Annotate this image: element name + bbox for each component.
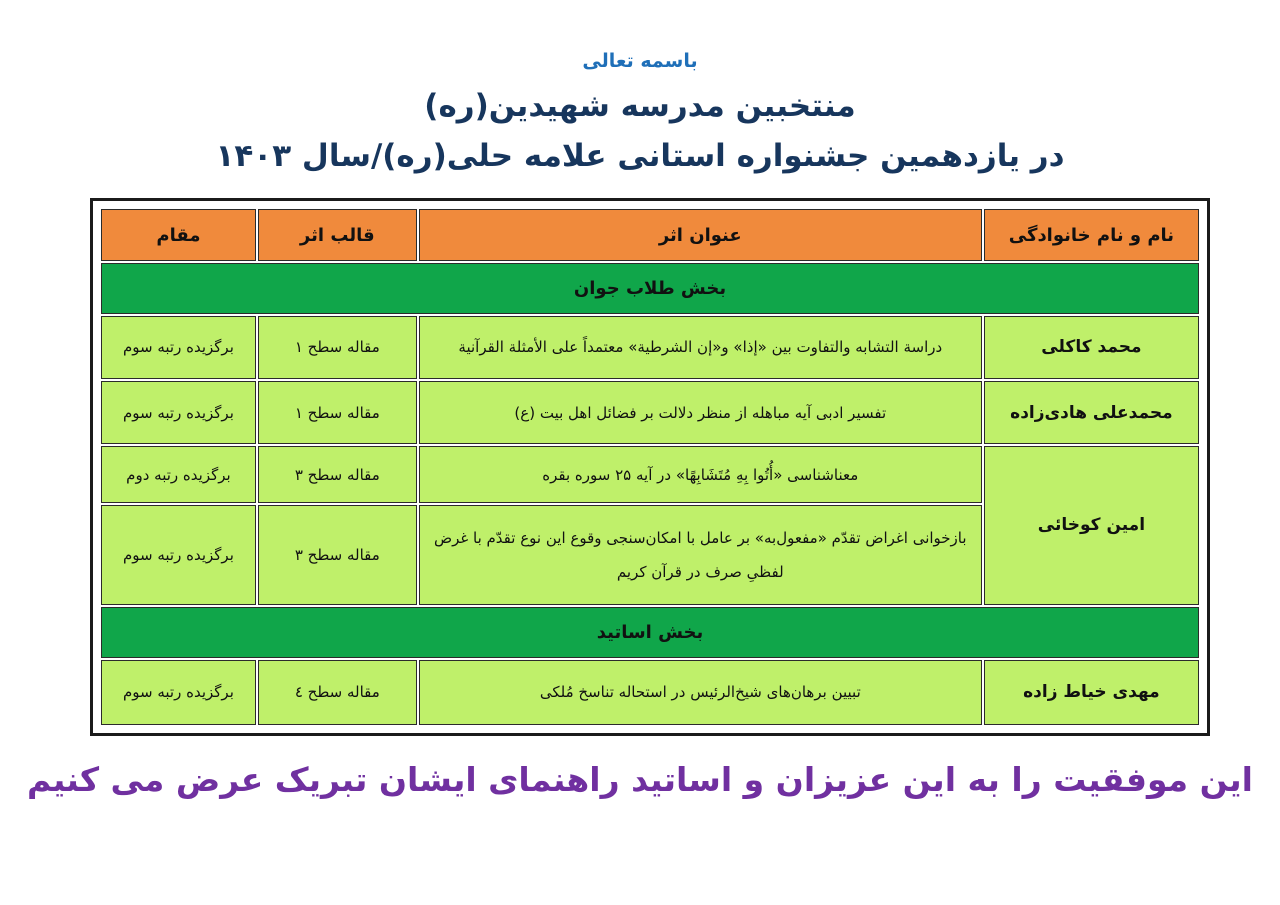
cell-rank: برگزیده رتبه سوم: [101, 316, 256, 379]
section-label: بخش طلاب جوان: [101, 263, 1199, 314]
cell-rank: برگزیده رتبه دوم: [101, 446, 256, 503]
table-row: [101, 660, 1199, 725]
cell-rank: برگزیده رتبه سوم: [101, 381, 256, 444]
column-header-title: عنوان اثر: [419, 209, 982, 261]
cell-title: بازخوانی اغراض تقدّم «مفعول‌به» بر عامل با امکان‌سنجی وقوع این نوع تقدّم با غرض لفظیِ صرف در قرآن کریم: [419, 505, 982, 605]
table-row: [101, 446, 1199, 503]
cell-rank: برگزیده رتبه سوم: [101, 505, 256, 605]
section-row-teachers: [101, 607, 1199, 658]
section-row-students: [101, 263, 1199, 314]
column-header-name: نام و نام خانوادگی: [984, 209, 1199, 261]
cell-name: امین کوخائی: [984, 446, 1199, 605]
cell-format: مقاله سطح ۱: [258, 316, 417, 379]
column-header-format: قالب اثر: [258, 209, 417, 261]
cell-name: محمدعلی هادی‌زاده: [984, 381, 1199, 444]
cell-format: مقاله سطح ٤: [258, 660, 417, 725]
cell-title: معناشناسی «أُتُوا بِهِ مُتَشَابِهًا» در آیه ۲۵ سوره بقره: [419, 446, 982, 503]
cell-format: مقاله سطح ۳: [258, 505, 417, 605]
cell-name: محمد کاکلی: [984, 316, 1199, 379]
cell-name: مهدی خیاط زاده: [984, 660, 1199, 725]
cell-rank: برگزیده رتبه سوم: [101, 660, 256, 725]
cell-title: تبیین برهان‌های شیخ‌الرئیس در استحاله تناسخ مُلکی: [419, 660, 982, 725]
section-label: بخش اساتید: [101, 607, 1199, 658]
cell-format: مقاله سطح ۳: [258, 446, 417, 503]
table-header-row: [101, 209, 1199, 261]
congratulations-message: این موفقیت را به این عزیزان و اساتید راهنمای ایشان تبریک عرض می کنیم: [27, 760, 1253, 799]
cell-format: مقاله سطح ۱: [258, 381, 417, 444]
results-table: [99, 207, 1201, 727]
cell-title: دراسة التشابه والتفاوت بین «إذا» و«إن الشرطیة» معتمداً علی الأمثلة القرآنیة: [419, 316, 982, 379]
table-row: [101, 381, 1199, 444]
bismillah-text: باسمه تعالی: [582, 50, 698, 72]
column-header-rank: مقام: [101, 209, 256, 261]
page-subtitle: در یازدهمین جشنواره استانی علامه حلی(ره)/سال ۱۴۰۳: [215, 138, 1065, 174]
cell-title: تفسیر ادبی آیه مباهله از منظر دلالت بر فضائل اهل بیت (ع): [419, 381, 982, 444]
page-title: منتخبین مدرسه شهیدین(ره): [424, 88, 856, 124]
results-table-frame: [90, 198, 1210, 736]
table-row: [101, 316, 1199, 379]
